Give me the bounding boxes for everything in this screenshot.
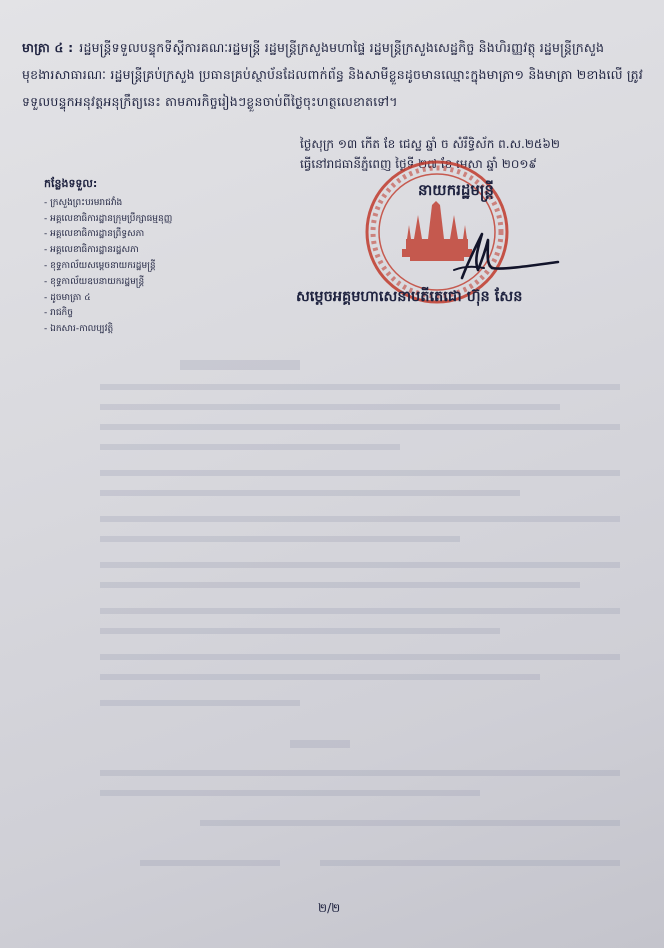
article-label: មាត្រា ៤ : [22, 40, 74, 55]
place-date: ធ្វើនៅរាជធានីភ្នំពេញ ថ្ងៃទី ២៧ ខែ មេសា ឆ្នាំ ២០១៩ [300, 157, 537, 171]
recipient-item: - ខុទ្ទកាល័យសម្ដេចនាយករដ្ឋមន្ត្រី [44, 260, 156, 271]
recipients-items [44, 196, 234, 338]
recipient-item: - អគ្គលេខាធិការដ្ឋានព្រឹទ្ធសភា [44, 229, 145, 240]
recipients-title: កន្លែងទទួល: [44, 177, 98, 190]
bleed-through-text [80, 360, 640, 880]
handwritten-signature-icon [428, 226, 568, 286]
recipient-item: - ឯកសារ-កាលប្បវត្តិ [44, 324, 114, 335]
signer-name: សម្ដេចអគ្គមហាសេនាបតីតេជោ ហ៊ុន សែន [296, 289, 523, 305]
page-number: ២/២ [318, 901, 341, 915]
signer-title: នាយករដ្ឋមន្ត្រី [418, 181, 494, 199]
recipient-item: - អគ្គលេខាធិការដ្ឋានរដ្ឋសភា [44, 245, 139, 256]
recipients-list [44, 176, 234, 338]
lunar-date: ថ្ងៃសុក្រ ១៣ កើត ខែ ជេស្ឋ ឆ្នាំ ច សំរឹទ្ធិស័ក ព.ស.២៥៦២ [300, 137, 560, 151]
recipient-item: - អគ្គលេខាធិការដ្ឋានក្រុមប្រឹក្សាធម្មនុញ្ញ [44, 213, 173, 224]
recipient-item: - ដូចមាត្រា ៤ [44, 292, 91, 303]
recipient-item: - ខុទ្ទកាល័យឧបនាយករដ្ឋមន្ត្រី [44, 276, 145, 287]
recipient-item: - ក្រសួងព្រះបរមរាជវាំង [44, 197, 123, 208]
recipient-item: - រាជកិច្ច [44, 308, 73, 319]
article-4 [22, 34, 650, 115]
article-text: រដ្ឋមន្ត្រីទទួលបន្ទុកទីស្ដីការគណៈរដ្ឋមន្ត្រី រដ្ឋមន្ត្រីក្រសួងមហាផ្ទៃ រដ្ឋមន្ត្រីក្រសួងសេដ្ឋកិច្ច និងហិរញ្ញវត្ថុ រដ្ឋមន្ត្រីក្រសួងមុខងារសាធារណៈ រដ្ឋមន្ត្រីគ្រប់ក្រសួង ប្រធានគ្រប់ស្ថាប័នដែលពាក់ព័ន្ធ និងសាមីខ្លួនដូចមានឈ្មោះក្នុងមាត្រា១ និងមាត្រា ២ខាងលើ ត្រូវទទួលបន្ទុកអនុវត្តអនុក្រឹត្យនេះ តាមភារកិច្ចរៀងៗខ្លួនចាប់ពីថ្ងៃចុះហត្ថលេខាតទៅ។ [22, 40, 643, 109]
